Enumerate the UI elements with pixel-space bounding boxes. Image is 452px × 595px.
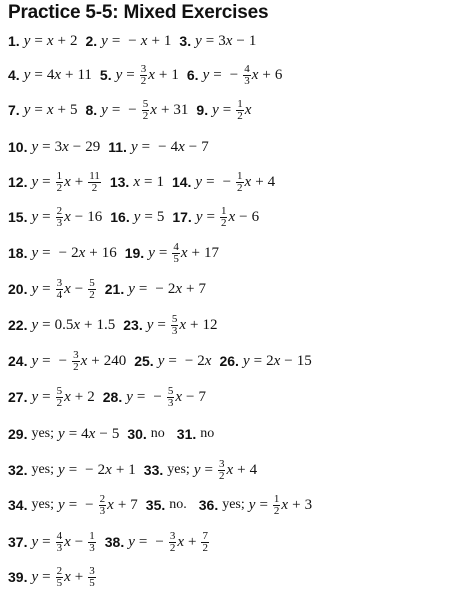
equation-text: x + 2 xyxy=(64,388,95,405)
answer-word: yes; xyxy=(31,497,55,512)
equation-text: y = xyxy=(31,388,51,405)
answer-line xyxy=(8,274,206,304)
fraction xyxy=(218,459,226,482)
exercise-number: 11. xyxy=(108,139,127,155)
fraction xyxy=(88,531,96,554)
fraction xyxy=(56,171,64,194)
equation-text: x − 6 xyxy=(228,208,260,225)
equation-text: y = − xyxy=(202,66,239,83)
fraction-denominator: 2 xyxy=(56,181,63,194)
equation-text: y = − xyxy=(58,496,94,513)
exercise-number: 6. xyxy=(186,67,199,83)
fraction xyxy=(273,494,281,517)
equation-text: y = 3x − 29 xyxy=(31,138,101,155)
exercise-number: 12. xyxy=(8,174,28,190)
equation-text: y = x + 2 xyxy=(23,32,78,49)
fraction xyxy=(243,64,251,87)
equation-text: y = − 4x − 7 xyxy=(130,138,209,155)
exercise-number: 39. xyxy=(8,569,28,585)
equation-text: x = 1 xyxy=(133,173,164,190)
fraction-numerator: 4 xyxy=(56,529,63,542)
equation-text: x − 16 xyxy=(64,208,103,225)
answer-line xyxy=(8,562,97,592)
exercise-number: 28. xyxy=(102,389,123,405)
exercise-number: 8. xyxy=(85,102,98,118)
equation-text: y = − x + 1 xyxy=(101,32,172,49)
answer-line xyxy=(8,455,257,485)
equation-text: y = xyxy=(31,208,51,225)
fraction xyxy=(236,99,244,122)
exercise-number: 23. xyxy=(123,317,143,333)
equation-text: y = x + 5 xyxy=(23,101,78,118)
fraction xyxy=(88,171,101,194)
equation-text: y = − 2x xyxy=(157,352,212,369)
fraction xyxy=(220,206,228,229)
fraction xyxy=(56,566,64,589)
fraction-numerator: 1 xyxy=(237,169,243,182)
fraction-denominator: 2 xyxy=(169,541,176,554)
fraction xyxy=(56,278,64,301)
fraction-numerator: 3 xyxy=(56,276,63,289)
fraction xyxy=(56,386,64,409)
fraction xyxy=(201,531,209,554)
fraction-denominator: 2 xyxy=(202,541,208,554)
equation-text: y = xyxy=(31,173,51,190)
exercise-number: 21. xyxy=(104,281,125,297)
equation-text: y = − xyxy=(31,352,68,369)
fraction xyxy=(171,314,179,337)
equation-text: y = xyxy=(31,533,51,550)
fraction xyxy=(236,171,244,194)
fraction-numerator: 1 xyxy=(273,492,280,505)
answer-line xyxy=(8,490,312,520)
exercise-number: 13. xyxy=(109,174,130,190)
answer-word: no xyxy=(150,426,165,441)
equation-text: y = 4x − 5 xyxy=(58,425,120,442)
equation-text: x + 31 xyxy=(150,101,189,118)
equation-text: y = 2x − 15 xyxy=(242,352,312,369)
equation-text: x − 7 xyxy=(175,388,206,405)
fraction-denominator: 3 xyxy=(244,74,250,87)
exercise-number: 15. xyxy=(8,209,28,225)
fraction-denominator: 2 xyxy=(237,181,243,194)
fraction-denominator: 5 xyxy=(56,576,63,589)
exercise-number: 1. xyxy=(8,33,20,49)
exercise-number: 24. xyxy=(8,353,28,369)
fraction-numerator: 1 xyxy=(220,204,227,217)
equation-text: x + xyxy=(177,533,197,550)
equation-text: y = 5 xyxy=(133,208,165,225)
fraction-denominator: 2 xyxy=(140,74,147,87)
equation-text: x + 12 xyxy=(179,316,218,333)
fraction-denominator: 5 xyxy=(89,576,95,589)
exercise-number: 29. xyxy=(8,426,28,442)
exercise-number: 31. xyxy=(176,426,197,442)
equation-text: x + 1 xyxy=(148,66,179,83)
fraction-denominator: 4 xyxy=(56,288,63,301)
fraction xyxy=(140,64,148,87)
equation-text: y = xyxy=(148,244,168,261)
fraction xyxy=(56,206,64,229)
equation-text: y = 4x + 11 xyxy=(23,66,92,83)
fraction-denominator: 2 xyxy=(220,216,227,229)
fraction-numerator: 2 xyxy=(56,564,63,577)
equation-text: x − xyxy=(64,280,84,297)
fraction-numerator: 5 xyxy=(56,384,63,397)
fraction-numerator: 2 xyxy=(99,492,106,505)
fraction-denominator: 2 xyxy=(56,396,63,409)
fraction-denominator: 3 xyxy=(171,324,178,337)
equation-text: x + 7 xyxy=(107,496,138,513)
answer-line xyxy=(8,26,256,56)
equation-text: y = xyxy=(195,208,215,225)
fraction xyxy=(88,566,96,589)
exercise-number: 14. xyxy=(171,174,192,190)
exercise-number: 30. xyxy=(127,426,147,442)
equation-text: y = − xyxy=(126,388,162,405)
equation-text: y = 3x − 1 xyxy=(195,32,257,49)
exercise-number: 5. xyxy=(99,67,112,83)
fraction-denominator: 2 xyxy=(89,288,95,301)
answer-word: no xyxy=(200,426,215,441)
equation-text: x + 240 xyxy=(80,352,127,369)
answer-word: yes; xyxy=(31,426,55,441)
answer-line xyxy=(8,382,206,412)
fraction-numerator: 5 xyxy=(89,276,95,289)
fraction-denominator: 3 xyxy=(56,216,63,229)
fraction-numerator: 2 xyxy=(56,204,63,217)
answer-line xyxy=(8,132,209,162)
fraction-denominator: 2 xyxy=(73,360,79,373)
fraction-numerator: 3 xyxy=(169,529,176,542)
exercise-number: 9. xyxy=(196,102,209,118)
fraction-denominator: 2 xyxy=(218,469,225,482)
fraction xyxy=(88,278,96,301)
equation-text: y = xyxy=(115,66,135,83)
fraction-denominator: 2 xyxy=(273,504,280,517)
fraction-numerator: 5 xyxy=(142,97,149,110)
fraction-numerator: 3 xyxy=(89,564,95,577)
exercise-number: 37. xyxy=(8,534,28,550)
exercise-number: 2. xyxy=(85,33,98,49)
fraction-numerator: 7 xyxy=(202,529,208,542)
answer-line xyxy=(8,527,210,557)
fraction-numerator: 3 xyxy=(218,457,225,470)
fraction-numerator: 4 xyxy=(173,240,179,253)
answer-line xyxy=(8,238,219,268)
fraction-numerator: 5 xyxy=(171,312,178,325)
exercise-number: 3. xyxy=(179,33,192,49)
equation-text: y = xyxy=(248,496,268,513)
equation-text: x + 4 xyxy=(244,173,276,190)
fraction-denominator: 3 xyxy=(99,504,106,517)
fraction-numerator: 1 xyxy=(237,97,243,110)
exercise-number: 38. xyxy=(104,534,125,550)
equation-text: x + 4 xyxy=(226,461,258,478)
fraction-numerator: 5 xyxy=(167,384,174,397)
fraction-numerator: 11 xyxy=(89,169,100,182)
equation-text: y = xyxy=(212,101,232,118)
fraction xyxy=(142,99,150,122)
exercise-number: 36. xyxy=(198,497,219,513)
fraction xyxy=(169,531,177,554)
fraction xyxy=(167,386,175,409)
exercise-number: 22. xyxy=(8,317,28,333)
equation-text: y = − 2x + 7 xyxy=(128,280,206,297)
equation-text: x + 6 xyxy=(251,66,283,83)
answer-word: yes; xyxy=(167,462,190,477)
fraction-denominator: 2 xyxy=(91,181,98,194)
equation-text: x + 17 xyxy=(180,244,219,261)
equation-text: y = xyxy=(146,316,166,333)
exercise-number: 27. xyxy=(8,389,28,405)
fraction-numerator: 4 xyxy=(244,62,250,75)
answer-line xyxy=(8,419,218,449)
page-title: Practice 5-5: Mixed Exercises xyxy=(8,2,269,23)
equation-text: y = xyxy=(31,280,51,297)
equation-text: y = xyxy=(193,461,213,478)
exercise-number: 4. xyxy=(8,67,20,83)
equation-text: x xyxy=(244,101,252,118)
equation-text: x + xyxy=(64,173,84,190)
exercise-number: 26. xyxy=(219,353,239,369)
fraction-denominator: 2 xyxy=(142,109,149,122)
exercise-number: 35. xyxy=(145,497,166,513)
equation-text: y = − xyxy=(101,101,137,118)
exercise-number: 20. xyxy=(8,281,28,297)
fraction-denominator: 5 xyxy=(173,252,179,265)
fraction xyxy=(72,350,80,373)
answer-line xyxy=(8,346,312,376)
fraction-denominator: 3 xyxy=(167,396,174,409)
fraction-numerator: 3 xyxy=(73,348,79,361)
exercise-number: 25. xyxy=(134,353,154,369)
fraction-denominator: 3 xyxy=(56,541,63,554)
exercise-number: 32. xyxy=(8,462,28,478)
fraction-numerator: 1 xyxy=(56,169,63,182)
equation-text: y = − 2x + 1 xyxy=(58,461,136,478)
fraction-denominator: 3 xyxy=(89,541,95,554)
equation-text: y = − 2x + 16 xyxy=(31,244,117,261)
exercise-number: 16. xyxy=(110,209,130,225)
equation-text: y = 0.5x + 1.5 xyxy=(31,316,116,333)
answer-line xyxy=(8,202,259,232)
exercise-number: 10. xyxy=(8,139,28,155)
exercise-number: 19. xyxy=(124,245,145,261)
fraction xyxy=(172,242,180,265)
answer-word: no. xyxy=(169,497,187,512)
fraction xyxy=(99,494,107,517)
equation-text: x + xyxy=(64,568,84,585)
answer-line xyxy=(8,310,218,340)
exercise-number: 34. xyxy=(8,497,28,513)
answer-word: yes; xyxy=(31,462,55,477)
answer-line xyxy=(8,60,282,90)
exercise-number: 17. xyxy=(172,209,192,225)
answer-line xyxy=(8,167,275,197)
equation-text: y = − xyxy=(128,533,164,550)
answer-word: yes; xyxy=(222,497,245,512)
fraction-numerator: 3 xyxy=(140,62,147,75)
equation-text: x − xyxy=(64,533,84,550)
equation-text: x + 3 xyxy=(281,496,313,513)
exercise-number: 7. xyxy=(8,102,20,118)
answer-line xyxy=(8,95,251,125)
fraction xyxy=(56,531,64,554)
exercise-number: 33. xyxy=(143,462,164,478)
exercise-number: 18. xyxy=(8,245,28,261)
equation-text: y = − xyxy=(195,173,232,190)
fraction-denominator: 2 xyxy=(237,109,243,122)
equation-text: y = xyxy=(31,568,51,585)
fraction-numerator: 1 xyxy=(89,529,95,542)
